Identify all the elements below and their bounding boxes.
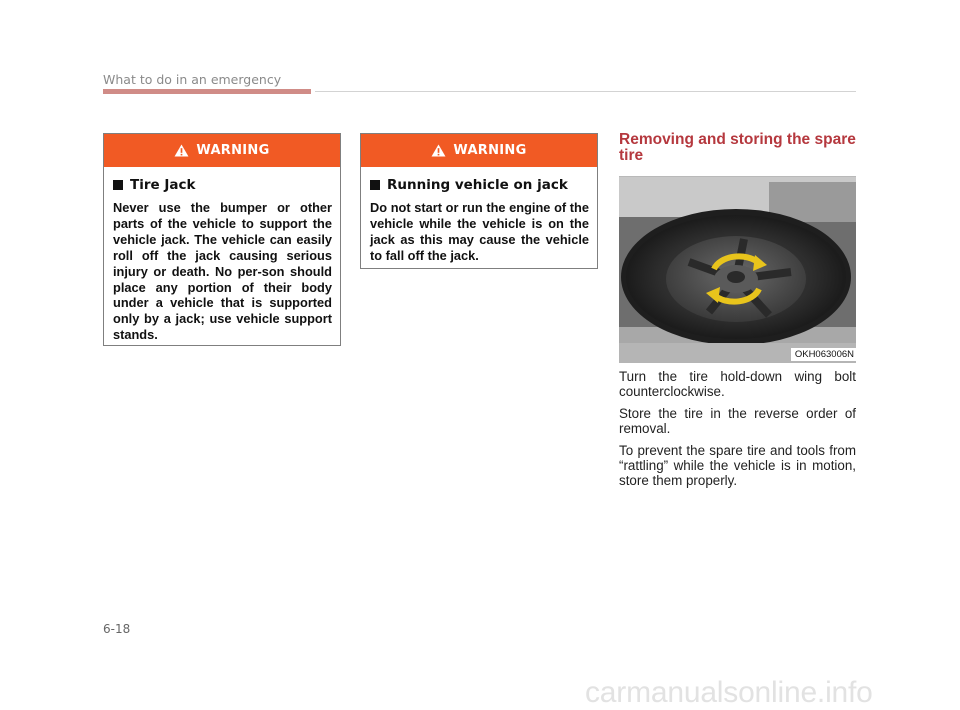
spare-tire-illustration	[619, 177, 856, 363]
square-bullet-icon	[370, 180, 380, 190]
page-number: 6-18	[103, 622, 131, 636]
square-bullet-icon	[113, 180, 123, 190]
paragraph: To prevent the spare tire and tools from “rattling” while the vehicle is in motion, store them properly.	[619, 443, 856, 488]
warning-subtitle	[370, 177, 597, 193]
section-title: Removing and storing the spare tire	[619, 131, 856, 164]
paragraph: Turn the tire hold-down wing bolt counterclockwise.	[619, 369, 856, 399]
spare-tire-photo	[619, 176, 856, 363]
warning-header	[104, 134, 340, 167]
warning-box-running-vehicle	[360, 133, 598, 269]
warning-subtitle-text: Running vehicle on jack	[387, 177, 568, 193]
header-accent-rule	[103, 89, 311, 94]
header-divider	[315, 91, 856, 92]
warning-subtitle	[113, 177, 340, 193]
warning-label: WARNING	[196, 143, 270, 158]
warning-triangle-icon	[174, 144, 189, 157]
instructions-text	[619, 370, 856, 496]
warning-body: Do not start or run the engine of the vehicle while the vehicle is on the jack as this may cause the vehicle to fall off the jack.	[370, 200, 589, 263]
warning-subtitle-text: Tire Jack	[130, 177, 196, 193]
warning-label: WARNING	[453, 143, 527, 158]
watermark: carmanualsonline.info	[585, 676, 873, 709]
warning-header	[361, 134, 597, 167]
warning-triangle-icon	[431, 144, 446, 157]
section-header: What to do in an emergency	[103, 72, 282, 87]
paragraph: Store the tire in the reverse order of removal.	[619, 406, 856, 436]
image-code: OKH063006N	[791, 348, 856, 361]
warning-body: Never use the bumper or other parts of the vehicle to support the vehicle jack. The vehicle can easily roll off the jack causing serious injury or death. No per-son should place any portion of their body under a vehicle that is supported only by a jack; use vehicle support stands.	[113, 200, 332, 343]
warning-box-tire-jack	[103, 133, 341, 346]
